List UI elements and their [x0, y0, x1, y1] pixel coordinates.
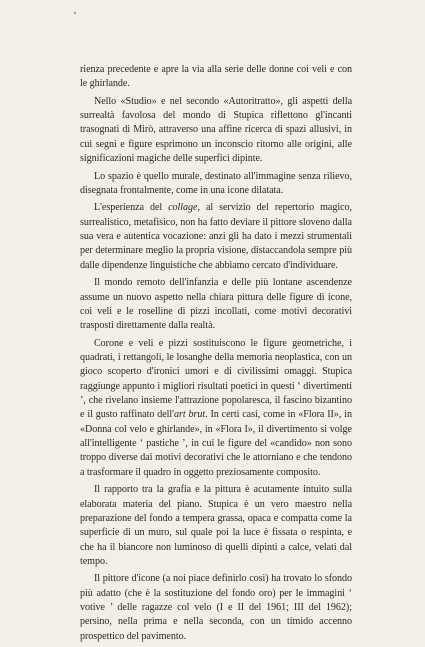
- body-text: [80, 63, 352, 647]
- paragraph-4: L'esperienza del collage, al servizio del repertorio magico, surrealistico, metafisico, non ha fatto deviare il pittore sloveno dalla sua vera e autentica vocazione: anzi gli ha dato i mezzi strumentali per determinare meglio la propria visione, distaccandola sempre più dalle dipendenze linguistiche che abbiamo cercato d'individuare.: [80, 202, 352, 271]
- paragraph-8: Il pittore d'icone (a noi piace definirlo così) ha trovato lo sfondo più adatto (che è la sostituzione del fondo oro) per le immagini ‘ votive ’ delle ragazze col velo (I e II del 1961; III del 1962); persino, nella prima e nella seconda, con un timido accenno prospettico del pavimento.: [80, 573, 352, 642]
- paragraph-1: rienza precedente e apre la via alla serie delle donne coi veli e con le ghirlande.: [80, 64, 352, 90]
- paragraph-6: Corone e veli e pizzi sostituiscono le figure geometriche, i quadrati, i rettangoli, le losanghe della memoria neoplastica, con un gioco scoperto d'ironici umori e di civilissimi omaggi. Stupica raggiunge appunto i migliori risultati poetici in questi ‘ divertimenti ’, che rivelano insieme l'attrazione popolaresca, il fascino bizantino e il gusto raffinato dell'art brut. In certi casi, come in «Flora II», in «Donna col velo e ghirlande», in «Flora I», il divertimento si volge all'intelligente ‘ pastiche ’, in cui le figure del «candido» non sono troppo diverse dai motivi decorativi che le attorniano e che tendono a trasformare il quadro in oggetto preziosamente composito.: [80, 337, 352, 478]
- paragraph-3: Lo spazio è quello murale, destinato all'immagine senza rilievo, disegnata frontalmente, come in una icone dilatata.: [80, 170, 352, 196]
- paragraph-2: Nello «Studio» e nel secondo «Autoritratto», gli aspetti della surrealtà favolosa del mondo di Stupica riflettono gl'incanti trasognati di Mirò, attraverso una affine ricerca di spazi allusivi, in cui segni e figure esprimono un inconscio ritorno alle origini, alle significazioni magiche delle superfici dipinte.: [80, 95, 352, 165]
- paragraph-7: Il rapporto tra la grafia e la pittura è acutamente intuito sulla elaborata materia del piano. Stupica è un vero maestro nella preparazione del fondo a tempera grassa, opaca e compatta come la superficie di un muro, sul quale poi la luce è fissata o respinta, e che ha il biancore non luminoso di quelli dipinti a calce, velati dal tempo.: [80, 484, 352, 567]
- paragraph-5: Il mondo remoto dell'infanzia e delle più lontane ascendenze assume un nuovo aspetto nella chiara pittura delle figure di icone, coi veli e le roselline di pizzi incollati, come motivi decorativi trasposti direttamente dalla realtà.: [80, 277, 352, 332]
- paper-speck: [74, 12, 76, 14]
